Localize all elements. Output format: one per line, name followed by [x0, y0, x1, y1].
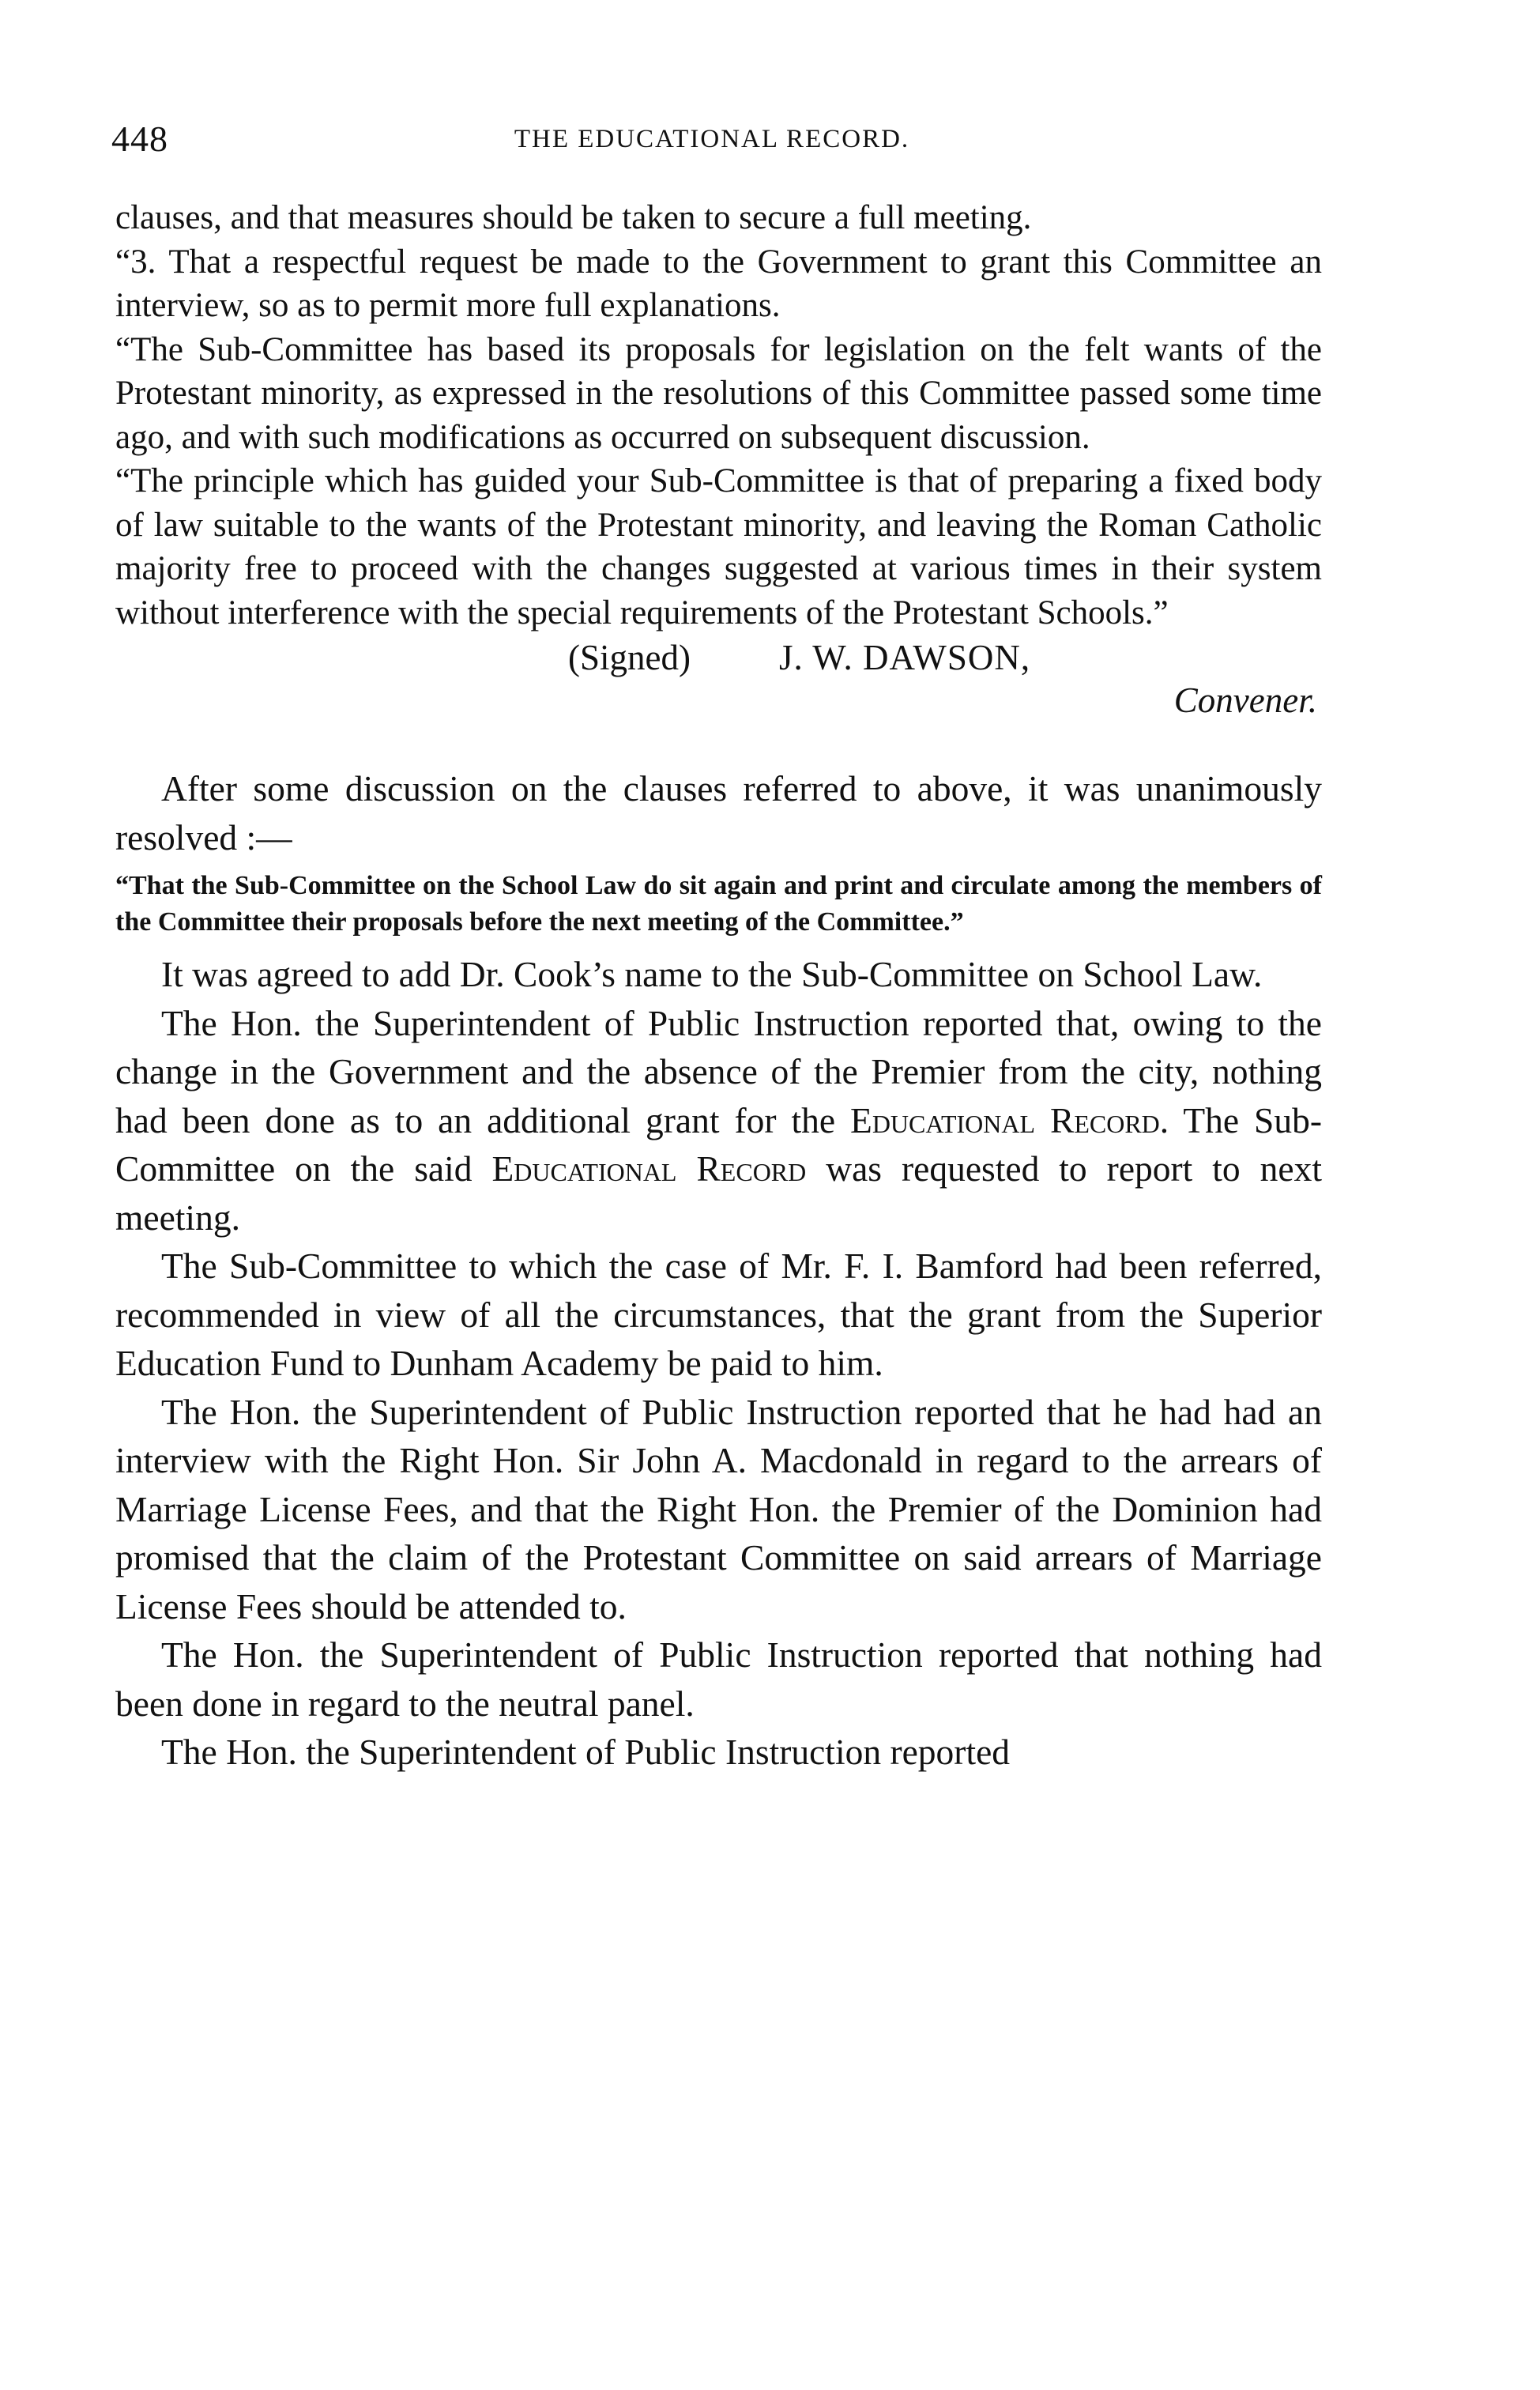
page-header: [111, 117, 1312, 161]
minutes-neutral-panel: The Hon. the Superintendent of Public Instruction reported that nothing had been done in regard to the neutral panel.: [115, 1634, 1322, 1724]
report-paragraph-principle: “The principle which has guided your Sub-Committee is that of preparing a fixed body of law suitable to the wants of the Protestant minority, and leaving the Roman Catholic majority free to proceed with the changes suggested at various times in their system without interference with the special requirements of the Protestant Schools.”: [115, 462, 1322, 631]
page-body: [115, 196, 1322, 1777]
report-paragraph-continued: clauses, and that measures should be taken to secure a full meeting.: [115, 199, 1032, 236]
minutes-cook-added: It was agreed to add Dr. Cook’s name to the Sub-Committee on School Law.: [161, 954, 1263, 994]
report-paragraph-basis: “The Sub-Committee has based its proposals for legislation on the felt wants of the Protestant minority, as expressed in the resolutions of this Committee passed some time ago, and with such modifications as occurred on subsequent discussion.: [115, 330, 1322, 456]
minutes-bamford: The Sub-Committee to which the case of Mr. F. I. Bamford had been referred, recommended in view of all the circumstances, that the grant from the Superior Education Fund to Dunham Academy be paid to him.: [115, 1246, 1322, 1383]
signed-label: (Signed): [568, 638, 691, 677]
record-grant-text-1: The Hon. the Superintendent of Public Instruction reported that, owing to the change in the Government and the absence of the Premier from the city, nothing had been done as to an additional grant for the: [115, 1002, 1322, 1140]
resolution-quote: “That the Sub-Committee on the School Law do sit again and print and circulate among the members of the Committee their proposals before the next meeting of the Committee.”: [115, 871, 1322, 937]
signer-title: Convener.: [1173, 680, 1317, 720]
report-clause-3: “3. That a respectful request be made to the Government to grant this Committee an interview, so as to permit more full explanations.: [115, 243, 1322, 324]
signer-name: J. W. DAWSON,: [779, 638, 1031, 677]
minutes-license-fees: The Hon. the Superintendent of Public Instruction reported that he had had an interview with the Right Hon. Sir John A. Macdonald in regard to the arrears of Marriage License Fees, and that the Right Hon. the Premier of the Dominion had promised that the claim of the Protestant Committee on said arrears of Marriage License Fees should be attended to.: [115, 1391, 1322, 1627]
educational-record-title: Educational Record.: [850, 1099, 1169, 1140]
minutes-record-grant: [115, 999, 1322, 1242]
record-grant-text-2: The Sub-Committee on the said: [115, 1099, 1322, 1189]
record-grant-text-3: was requested to report to next meeting.: [115, 1148, 1322, 1238]
signature-block: [115, 635, 1322, 728]
minutes-discussion: After some discussion on the clauses referred to above, it was unanimously resolved :—: [115, 768, 1322, 858]
educational-record-title: Educational Record: [491, 1148, 807, 1189]
running-title: THE EDUCATIONAL RECORD.: [514, 125, 910, 153]
page-number: 448: [111, 119, 168, 159]
minutes-continued: The Hon. the Superintendent of Public Instruction reported: [161, 1732, 1011, 1772]
